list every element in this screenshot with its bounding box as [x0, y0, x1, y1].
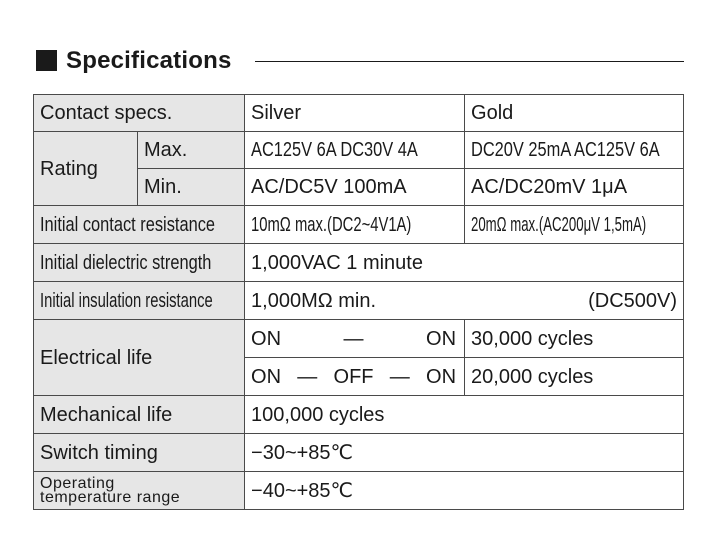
operating-temperature-label-line1: Operating: [40, 474, 115, 492]
rating-min-silver: AC/DC5V 100mA: [245, 169, 465, 206]
initial-dielectric-strength-label: Initial dielectric strength: [34, 244, 245, 282]
operating-temperature-label: [34, 472, 245, 510]
heading-rule: [255, 61, 684, 62]
operating-temperature-label-line2: temperature range: [40, 488, 181, 506]
mode-1-a: ON: [251, 327, 282, 350]
electrical-life-label: Electrical life: [34, 320, 245, 396]
rating-max-silver: AC125V 6A DC30V 4A: [245, 132, 465, 169]
switch-timing-value: −30~+85℃: [245, 434, 684, 472]
rating-max-gold: DC20V 25mA AC125V 6A: [465, 132, 684, 169]
initial-insulation-resistance-value: [245, 282, 684, 320]
mode-2-mid: OFF: [333, 365, 374, 388]
rating-max-label: Max.: [138, 132, 245, 169]
rating-min-gold: AC/DC20mV 1μA: [465, 169, 684, 206]
electrical-life-mode-2: [245, 358, 465, 396]
initial-contact-resistance-gold: 20mΩ max.(AC200μV 1,5mA): [465, 206, 684, 244]
heading-square-icon: [36, 50, 57, 71]
table-row: [34, 434, 684, 472]
table-row: [34, 206, 684, 244]
section-heading: [36, 46, 684, 78]
mode-1-b: ON: [426, 327, 457, 350]
initial-contact-resistance-label: Initial contact resistance: [34, 206, 245, 244]
silver-header: Silver: [245, 95, 465, 132]
table-row: [34, 282, 684, 320]
initial-dielectric-strength-value: 1,000VAC 1 minute: [245, 244, 684, 282]
mode-2-dash-1: —: [297, 365, 318, 388]
electrical-life-cycles-2: 20,000 cycles: [465, 358, 684, 396]
rating-label: Rating: [34, 132, 138, 206]
operating-temperature-value: −40~+85℃: [245, 472, 684, 510]
mechanical-life-label: Mechanical life: [34, 396, 245, 434]
rating-min-label: Min.: [138, 169, 245, 206]
mode-1-dash: —: [343, 327, 364, 350]
switch-timing-label: Switch timing: [34, 434, 245, 472]
table-row: [34, 132, 684, 169]
table-row: [34, 95, 684, 132]
heading-title: Specifications: [66, 47, 232, 74]
mode-2-a: ON: [251, 365, 282, 388]
specifications-table: [33, 94, 684, 510]
insulation-resistance-value: 1,000MΩ min.: [251, 289, 377, 312]
electrical-life-cycles-1: 30,000 cycles: [465, 320, 684, 358]
insulation-resistance-condition: (DC500V): [588, 289, 678, 312]
contact-specs-label: Contact specs.: [34, 95, 245, 132]
initial-contact-resistance-silver: 10mΩ max.(DC2~4V1A): [245, 206, 465, 244]
gold-header: Gold: [465, 95, 684, 132]
table-row: [34, 244, 684, 282]
mode-2-b: ON: [426, 365, 457, 388]
mechanical-life-value: 100,000 cycles: [245, 396, 684, 434]
initial-insulation-resistance-label: Initial insulation resistance: [34, 282, 245, 320]
electrical-life-mode-1: [245, 320, 465, 358]
table-row: [34, 472, 684, 510]
table-row: [34, 396, 684, 434]
mode-2-dash-2: —: [389, 365, 410, 388]
table-row: [34, 320, 684, 358]
